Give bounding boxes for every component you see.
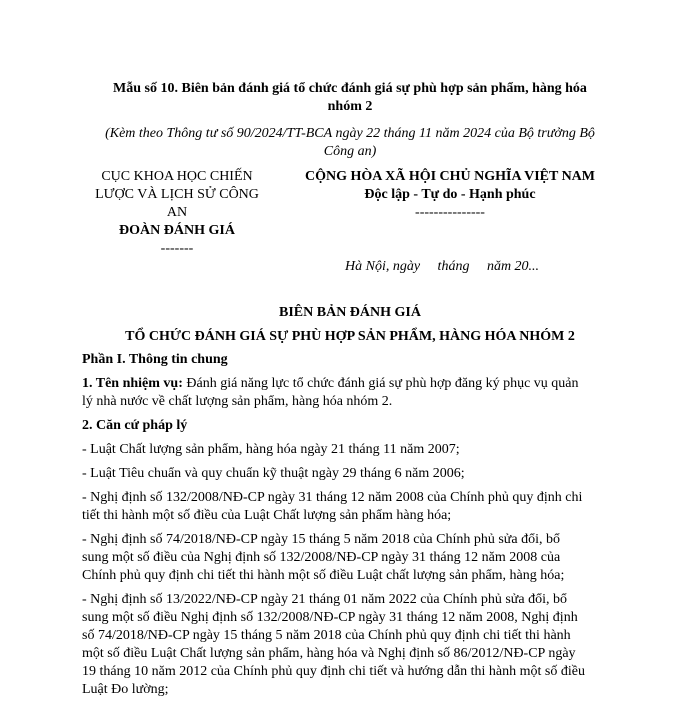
legal-basis-line: sung một số điều Nghị định số 132/2008/NĐ-CP ngày 31 tháng 12 năm 2008, Nghị định [82,610,578,625]
legal-basis-line: Chính phủ quy định chi tiết thi hành một số điều Luật chất lượng sản phẩm, hàng hóa; [82,568,565,583]
legal-basis-line: - Luật Tiêu chuẩn và quy chuẩn kỹ thuật ngày 29 tháng 6 năm 2006; [82,466,465,481]
agency-team: ĐOÀN ĐÁNH GIÁ [119,223,235,238]
legal-basis-line: - Nghị định số 74/2018/NĐ-CP ngày 15 tháng 5 năm 2018 của Chính phủ sửa đổi, bổ [82,532,560,547]
legal-basis-line: Luật Đo lường; [82,682,169,697]
legal-basis-item [82,465,618,483]
basis-heading: 2. Căn cứ pháp lý [82,418,188,433]
legal-basis-item [82,489,618,525]
legal-basis-item [82,591,618,699]
task-label: 1. Tên nhiệm vụ: [82,376,183,391]
nation-rule: --------------- [415,205,485,220]
doc-title-line1: BIÊN BẢN ĐÁNH GIÁ [279,305,421,320]
nation-motto: Độc lập - Tự do - Hạnh phúc [364,187,536,202]
agency-line3: AN [166,205,188,220]
task-text-line1: Đánh giá năng lực tổ chức đánh giá sự phù hợp đăng ký phục vụ quản [182,376,579,391]
date-line: Hà Nội, ngày tháng năm 20... [345,259,540,274]
doc-title-line2: TỔ CHỨC ĐÁNH GIÁ SỰ PHÙ HỢP SẢN PHẨM, HÀNG HÓA NHÓM 2 [125,329,575,344]
form-title [82,80,618,116]
document-body [82,351,618,705]
legal-basis-list [82,441,618,699]
legal-basis-line: một số điều Luật Chất lượng sản phẩm, hàng hóa và Nghị định số 86/2012/NĐ-CP ngày [82,646,576,661]
form-subtitle [82,125,618,161]
agency-line1: CỤC KHOA HỌC CHIẾN [101,169,253,184]
legal-basis-item [82,531,618,585]
part1-heading: Phần I. Thông tin chung [82,352,228,367]
nation-name: CỘNG HÒA XÃ HỘI CHỦ NGHĨA VIỆT NAM [304,169,595,184]
agency-line2: LƯỢC VÀ LỊCH SỬ CÔNG [95,187,259,202]
form-subtitle-line2: Công an) [323,144,377,159]
legal-basis-line: số 74/2018/NĐ-CP ngày 15 tháng 5 năm 2018 của Chính phủ quy định chi tiết thi hành [82,628,571,643]
legal-basis-line: 19 tháng 10 năm 2012 của Chính phủ quy định chi tiết và hướng dẫn thi hành một số điều [82,664,585,679]
legal-basis-line: tiết thi hành một số điều của Luật Chất lượng sản phẩm hàng hóa; [82,508,452,523]
task-text-line2: lý nhà nước về chất lượng sản phẩm, hàng hóa nhóm 2. [82,394,393,409]
form-title-line1: Mẫu số 10. Biên bản đánh giá tổ chức đánh giá sự phù hợp sản phẩm, hàng hóa [113,81,587,96]
issuing-agency [82,168,272,258]
national-header [285,168,615,222]
form-title-line2: nhóm 2 [327,99,373,114]
legal-basis-line: - Luật Chất lượng sản phẩm, hàng hóa ngày 21 tháng 11 năm 2007; [82,442,460,457]
form-subtitle-line1: (Kèm theo Thông tư số 90/2024/TT-BCA ngày 22 tháng 11 năm 2024 của Bộ trưởng Bộ [105,126,595,141]
legal-basis-item [82,441,618,459]
legal-basis-line: - Nghị định số 132/2008/NĐ-CP ngày 31 tháng 12 năm 2008 của Chính phủ quy định chi [82,490,583,505]
agency-rule: ------- [160,241,194,256]
legal-basis-line: sung một số điều của Nghị định số 132/2008/NĐ-CP ngày 31 tháng 12 năm 2008 của [82,550,561,565]
task-paragraph [82,375,618,411]
legal-basis-line: - Nghị định số 13/2022/NĐ-CP ngày 21 tháng 01 năm 2022 của Chính phủ sửa đổi, bổ [82,592,567,607]
